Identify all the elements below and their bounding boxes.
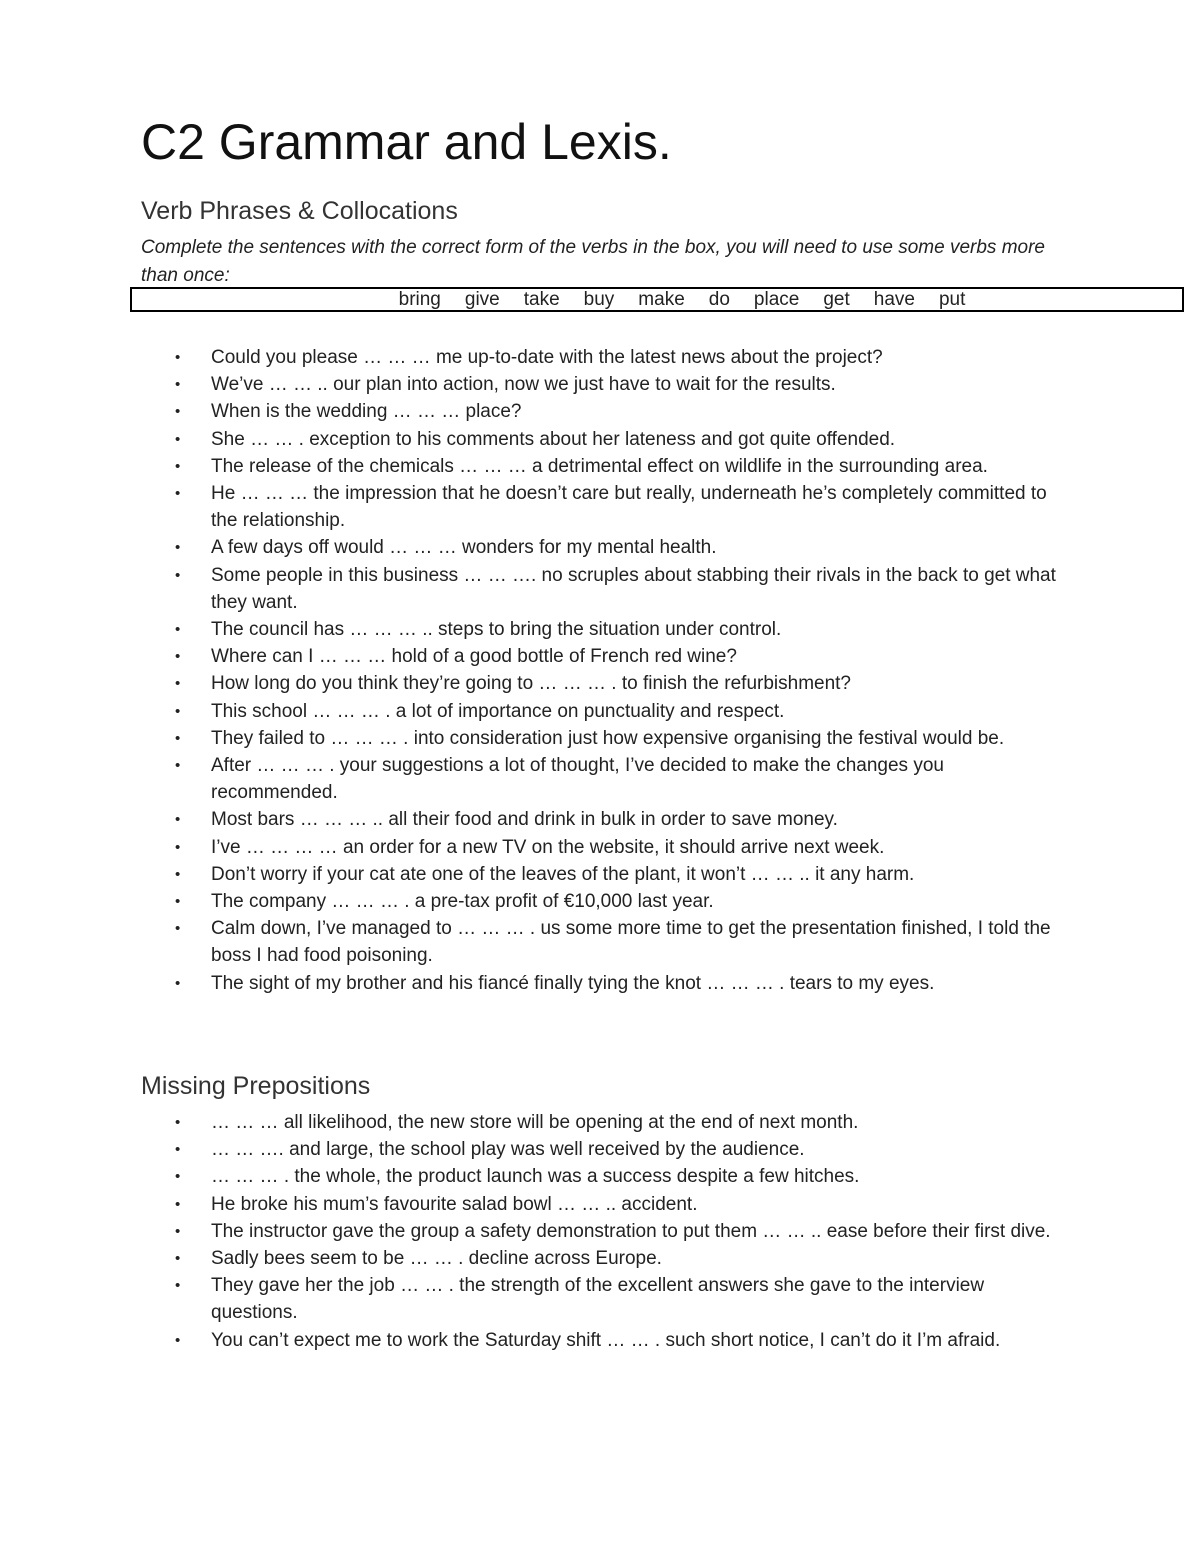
list-item	[170, 752, 1070, 806]
list-item	[170, 834, 1070, 861]
sentence-text: This school … … … . a lot of importance on punctuality and respect.	[211, 700, 785, 722]
verb-box	[130, 287, 1184, 312]
bullet-icon: •	[175, 1331, 181, 1349]
bullet-icon: •	[175, 920, 181, 938]
sentence-text: I’ve … … … … an order for a new TV on the website, it should arrive next week.	[211, 836, 885, 858]
bullet-icon: •	[175, 430, 181, 448]
sentence-text: The release of the chemicals … … … a detrimental effect on wildlife in the surrounding area.	[211, 455, 988, 477]
bullet-icon: •	[175, 376, 181, 394]
list-item	[170, 562, 1070, 616]
section-heading-verb-phrases: Verb Phrases & Collocations	[141, 197, 458, 225]
list-item	[170, 371, 1070, 398]
verb-word: get	[823, 288, 850, 310]
bullet-icon: •	[175, 838, 181, 856]
list-item	[170, 344, 1070, 371]
sentence-text: He … … … the impression that he doesn’t care but really, underneath he’s completely committed to the relationship.	[211, 483, 1047, 532]
bullet-icon: •	[175, 1141, 181, 1159]
section-heading-missing-prepositions: Missing Prepositions	[141, 1072, 371, 1100]
sentence-text: Don’t worry if your cat ate one of the leaves of the plant, it won’t … … .. it any harm.	[211, 863, 915, 885]
bullet-icon: •	[175, 1277, 181, 1295]
list-item	[170, 426, 1070, 453]
sentence-text: The company … … … . a pre-tax profit of €10,000 last year.	[211, 891, 714, 913]
bullet-icon: •	[175, 648, 181, 666]
preposition-exercise-list	[170, 1109, 1070, 1354]
bullet-icon: •	[175, 893, 181, 911]
list-item	[170, 915, 1070, 969]
bullet-icon: •	[175, 539, 181, 557]
verb-exercise-list	[170, 344, 1070, 997]
bullet-icon: •	[175, 349, 181, 366]
bullet-icon: •	[175, 1168, 181, 1186]
verb-word: make	[638, 288, 685, 310]
page-title: C2 Grammar and Lexis.	[141, 114, 672, 170]
sentence-text: She … … . exception to his comments about her lateness and got quite offended.	[211, 428, 896, 450]
verb-word: place	[753, 288, 800, 310]
sentence-text: Could you please … … … me up-to-date with the latest news about the project?	[211, 347, 883, 368]
list-item	[170, 616, 1070, 643]
list-item	[170, 1163, 1070, 1190]
list-item	[170, 698, 1070, 725]
sentence-text: We’ve … … .. our plan into action, now we just have to wait for the results.	[211, 374, 836, 396]
list-item	[170, 1109, 1070, 1136]
sentence-text: The sight of my brother and his fiancé finally tying the knot … … … . tears to my eyes.	[211, 972, 935, 994]
sentence-text: … … … all likelihood, the new store will be opening at the end of next month.	[211, 1112, 859, 1133]
list-item	[170, 1136, 1070, 1163]
list-item	[170, 398, 1070, 425]
list-item	[170, 480, 1070, 534]
bullet-icon: •	[175, 621, 181, 639]
verb-word: do	[708, 288, 730, 310]
bullet-icon: •	[175, 1195, 181, 1213]
bullet-icon: •	[175, 757, 181, 775]
sentence-text: They gave her the job … … . the strength of the excellent answers she gave to the interview questions.	[211, 1275, 985, 1324]
sentence-text: Some people in this business … … …. no scruples about stabbing their rivals in the back to get what they want.	[211, 564, 1056, 613]
sentence-text: The council has … … … .. steps to bring the situation under control.	[211, 619, 782, 641]
bullet-icon: •	[175, 1222, 181, 1240]
list-item	[170, 1327, 1070, 1354]
bullet-icon: •	[175, 702, 181, 720]
list-item	[170, 806, 1070, 833]
bullet-icon: •	[175, 566, 181, 584]
sentence-text: Calm down, I’ve managed to … … … . us some more time to get the presentation finished, I told the boss I had food poisoning.	[211, 918, 1051, 967]
list-item	[170, 861, 1070, 888]
sentence-text: … … … . the whole, the product launch was a success despite a few hitches.	[211, 1166, 860, 1188]
sentence-text: You can’t expect me to work the Saturday shift … … . such short notice, I can’t do it I’m afraid.	[211, 1329, 1001, 1351]
list-item	[170, 1218, 1070, 1245]
verb-word: put	[938, 288, 966, 310]
sentence-text: Where can I … … … hold of a good bottle of French red wine?	[211, 646, 737, 668]
sentence-text: After … … … . your suggestions a lot of thought, I’ve decided to make the changes you recommended.	[211, 755, 944, 804]
list-item	[170, 970, 1070, 997]
bullet-icon: •	[175, 675, 181, 693]
list-item	[170, 888, 1070, 915]
verb-word: buy	[583, 288, 615, 310]
bullet-icon: •	[175, 1250, 181, 1268]
list-item	[170, 1272, 1070, 1326]
list-item	[170, 1191, 1070, 1218]
list-item	[170, 453, 1070, 480]
list-item	[170, 534, 1070, 561]
sentence-text: Sadly bees seem to be … … . decline across Europe.	[211, 1248, 662, 1270]
bullet-icon: •	[175, 974, 181, 992]
bullet-icon: •	[175, 811, 181, 829]
sentence-text: Most bars … … … .. all their food and drink in bulk in order to save money.	[211, 809, 838, 831]
sentence-text: When is the wedding … … … place?	[211, 401, 522, 423]
sentence-text: … … …. and large, the school play was well received by the audience.	[211, 1139, 805, 1161]
bullet-icon: •	[175, 1114, 181, 1131]
sentence-text: The instructor gave the group a safety demonstration to put them … … .. ease before their first dive.	[211, 1220, 1051, 1242]
bullet-icon: •	[175, 485, 181, 503]
bullet-icon: •	[175, 457, 181, 475]
verb-word: take	[523, 288, 560, 310]
sentence-text: He broke his mum’s favourite salad bowl … … .. accident.	[211, 1193, 698, 1215]
list-item	[170, 1245, 1070, 1272]
list-item	[170, 670, 1070, 697]
sentence-text: How long do you think they’re going to … … … . to finish the refurbishment?	[211, 673, 851, 695]
bullet-icon: •	[175, 403, 181, 421]
verb-word: have	[873, 288, 915, 310]
verb-word: bring	[398, 288, 441, 310]
sentence-text: A few days off would … … … wonders for my mental health.	[211, 537, 717, 559]
instructions: Complete the sentences with the correct form of the verbs in the box, you will need to use some verbs more than once:	[141, 237, 1045, 286]
bullet-icon: •	[175, 865, 181, 883]
list-item	[170, 643, 1070, 670]
sentence-text: They failed to … … … . into consideration just how expensive organising the festival would be.	[211, 727, 1005, 749]
bullet-icon: •	[175, 729, 181, 747]
list-item	[170, 725, 1070, 752]
verb-word: give	[464, 288, 500, 310]
